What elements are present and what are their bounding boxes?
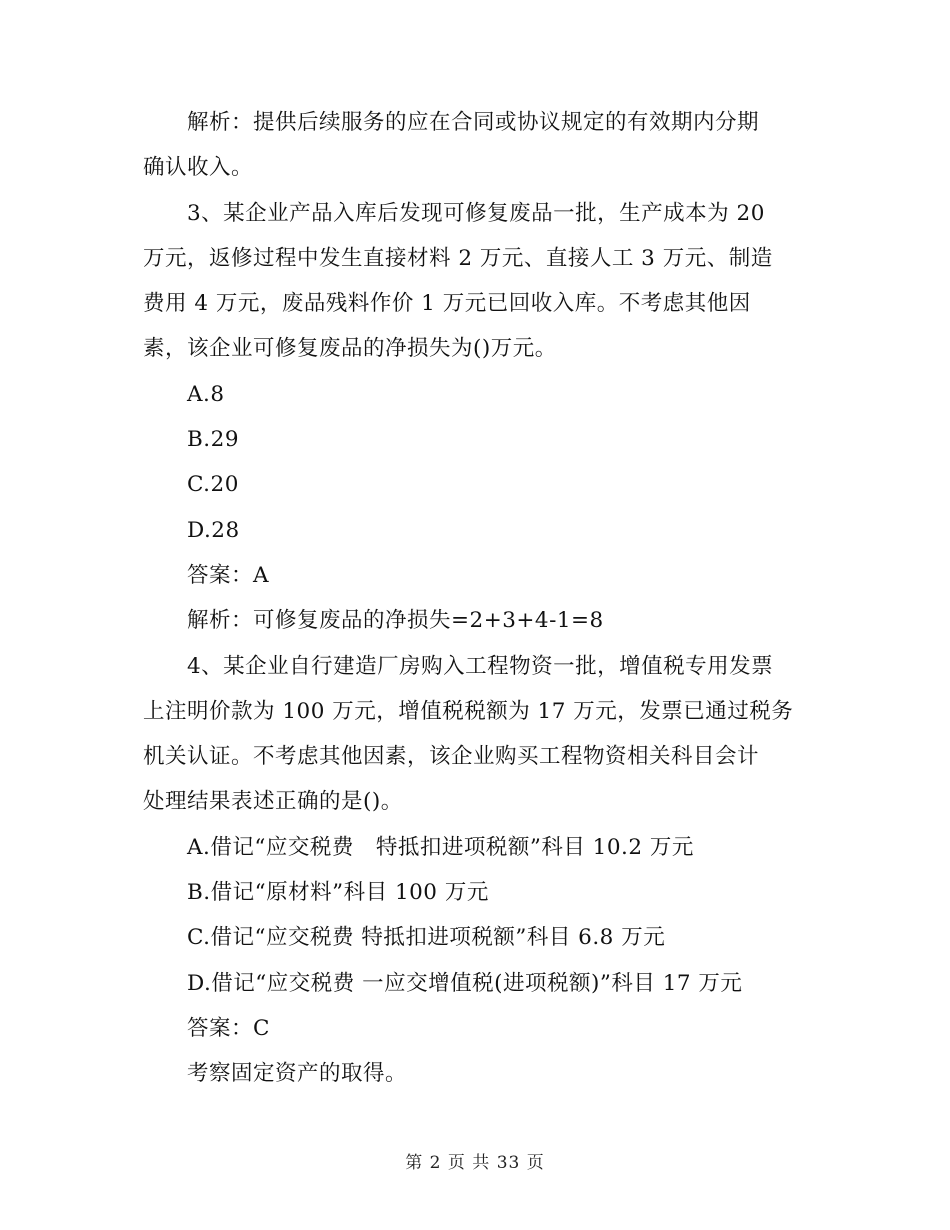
page-number-footer: 第 2 页 共 33 页 [405,1153,545,1173]
answer: 答案：C [187,1015,270,1041]
text-line: 解析：提供后续服务的应在合同或协议规定的有效期内分期 [187,110,760,135]
text-line: 上注明价款为 100 万元，增值税税额为 17 万元，发票已通过税务 [143,698,794,724]
text-line: 确认收入。 [143,155,254,181]
option-a: A.8 [187,381,225,407]
text-line: 素，该企业可修复废品的净损失为()万元。 [143,336,557,362]
text-line: 万元，返修过程中发生直接材料 2 万元、直接人工 3 万元、制造 [143,245,773,271]
answer: 答案：A [187,562,270,588]
option-c: C.20 [187,472,239,498]
question-3-stem: 3、某企业产品入库后发现可修复废品一批，生产成本为 20 [187,200,765,226]
question-4-stem: 4、某企业自行建造厂房购入工程物资一批，增值税专用发票 [187,653,774,679]
text-line: 机关认证。不考虑其他因素，该企业购买工程物资相关科目会计 [143,744,760,770]
option-d: D.借记“应交税费 一应交增值税(进项税额)”科目 17 万元 [187,970,743,996]
option-a: A.借记“应交税费 特抵扣进项税额”科目 10.2 万元 [187,834,694,860]
document-body [143,100,808,1097]
option-b: B.29 [187,427,239,453]
text-line: 处理结果表述正确的是()。 [143,789,403,815]
option-c: C.借记“应交税费 特抵扣进项税额”科目 6.8 万元 [187,925,666,951]
explanation: 考察固定资产的取得。 [187,1061,408,1087]
option-b: B.借记“原材料”科目 100 万元 [187,880,489,906]
text-line: 费用 4 万元，废品残料作价 1 万元已回收入库。不考虑其他因 [143,291,751,317]
explanation: 解析：可修复废品的净损失=2+3+4-1=8 [187,608,604,634]
option-d: D.28 [187,517,240,543]
